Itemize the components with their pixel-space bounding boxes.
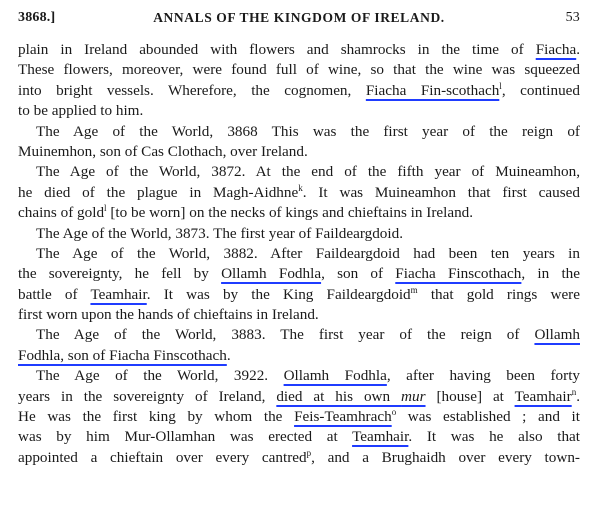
underlined-name: Ollamh — [534, 326, 580, 344]
footnote-marker: n — [571, 386, 577, 397]
text-segment: first worn upon the hands of chieftains in Ireland. — [18, 306, 319, 324]
footnote-marker: o — [391, 406, 397, 417]
text-segment: He was the first king by whom the — [18, 408, 295, 426]
text-line — [18, 122, 580, 142]
text-segment: The Age of the World, 3872. At the end of the fifth year of Muineamhon, — [36, 163, 580, 181]
text-segment: that gold rings were — [417, 285, 580, 303]
text-line — [18, 162, 580, 182]
text-segment: into bright vessels. Wherefore, the cognomen, — [18, 81, 366, 99]
text-segment: chains of gold — [18, 204, 105, 222]
text-line — [18, 407, 580, 427]
text-segment: , continued — [501, 81, 581, 99]
text-line — [18, 183, 580, 203]
text-segment: the sovereignty, he fell by — [18, 265, 222, 283]
text-segment: , after having been forty — [386, 367, 581, 385]
text-segment: . It was by the King Faildeargdoid — [146, 285, 411, 303]
text-segment: he died of the plague in Magh-Aidhne — [18, 183, 299, 201]
underlined-name: Fiacha — [535, 41, 577, 58]
text-line — [18, 142, 580, 162]
text-line — [18, 224, 580, 244]
underlined-name: Ollamh Fodhla — [283, 367, 387, 385]
text-line — [18, 60, 580, 80]
text-line — [18, 40, 580, 60]
text-line — [18, 285, 580, 305]
text-line — [18, 81, 580, 101]
underlined-name: Feis-Teamhrach — [294, 408, 392, 426]
text-segment: , in the — [521, 265, 580, 283]
text-segment: . — [226, 346, 231, 364]
text-segment: , son of — [321, 265, 396, 283]
underlined-name: died at his own — [276, 387, 402, 405]
underlined-name: Fiacha Fin-scothach — [365, 81, 500, 99]
text-segment: The Age of the World, 3868 This was the first year of the reign of — [36, 122, 580, 140]
text-segment: The Age of the World, 3882. After Faildeargdoid had been ten years in — [36, 244, 580, 262]
text-segment: was by him Mur-Ollamhan was erected at — [18, 428, 353, 446]
text-segment: plain in Ireland abounded with flowers and shamrocks in the time of — [18, 41, 536, 58]
text-line — [18, 101, 580, 121]
page-number: 53 — [565, 10, 580, 25]
text-line — [18, 427, 580, 447]
italic-text: mur — [401, 387, 426, 405]
text-segment: to be applied to him. — [18, 102, 144, 120]
footnote-marker: p — [306, 447, 312, 458]
text-line — [18, 305, 580, 325]
text-segment: The Age of the World, 3883. The first year of the reign of — [36, 326, 535, 344]
text-line — [18, 203, 580, 223]
underlined-name: Fiacha Finscothach — [395, 265, 522, 283]
text-line — [18, 346, 580, 366]
header-title: ANNALS OF THE KINGDOM OF IRELAND. — [153, 10, 445, 25]
footnote-marker: m — [410, 284, 418, 295]
text-segment: Muinemhon, son of Cas Clothach, over Ireland. — [18, 142, 308, 160]
text-segment: was established ; and it — [396, 408, 580, 426]
underlined-name: Teamhair — [514, 387, 572, 405]
text-line — [18, 264, 580, 284]
text-segment: appointed a chieftain over every cantred — [18, 448, 307, 466]
footnote-marker: l — [104, 203, 107, 214]
header-year: 3868.] — [18, 10, 56, 25]
text-segment: . — [576, 387, 580, 405]
text-line — [18, 366, 580, 386]
footnote-marker: l — [499, 80, 502, 91]
underlined-name: Ollamh Fodhla — [221, 265, 322, 283]
text-segment: battle of — [18, 285, 91, 303]
underlined-name: Teamhair — [352, 428, 409, 446]
text-segment: The Age of the World, 3873. The first year of Faildeargdoid. — [36, 224, 403, 242]
text-segment: . It was he also that — [408, 428, 580, 446]
underlined-name: Fodhla, son of Fiacha Finscothach — [18, 346, 227, 364]
text-segment: . It was Muineamhon that first caused — [302, 183, 580, 201]
text-line — [18, 387, 580, 407]
underlined-name: Teamhair — [90, 285, 147, 303]
text-segment: years in the sovereignty of Ireland, — [18, 387, 277, 405]
annals-text — [18, 40, 580, 468]
text-segment: . — [576, 41, 580, 58]
text-segment: [house] at — [425, 387, 515, 405]
text-segment: The Age of the World, 3922. — [36, 367, 284, 385]
text-segment: These flowers, moreover, were found full of wine, so that the wine was squeezed — [18, 61, 580, 79]
text-segment: , and a Brughaidh over every town- — [311, 448, 580, 466]
text-line — [18, 244, 580, 264]
text-line — [18, 325, 580, 345]
footnote-marker: k — [298, 182, 303, 193]
running-header — [18, 8, 580, 30]
text-line — [18, 448, 580, 468]
text-segment: [to be worn] on the necks of kings and chieftains in Ireland. — [106, 204, 474, 222]
